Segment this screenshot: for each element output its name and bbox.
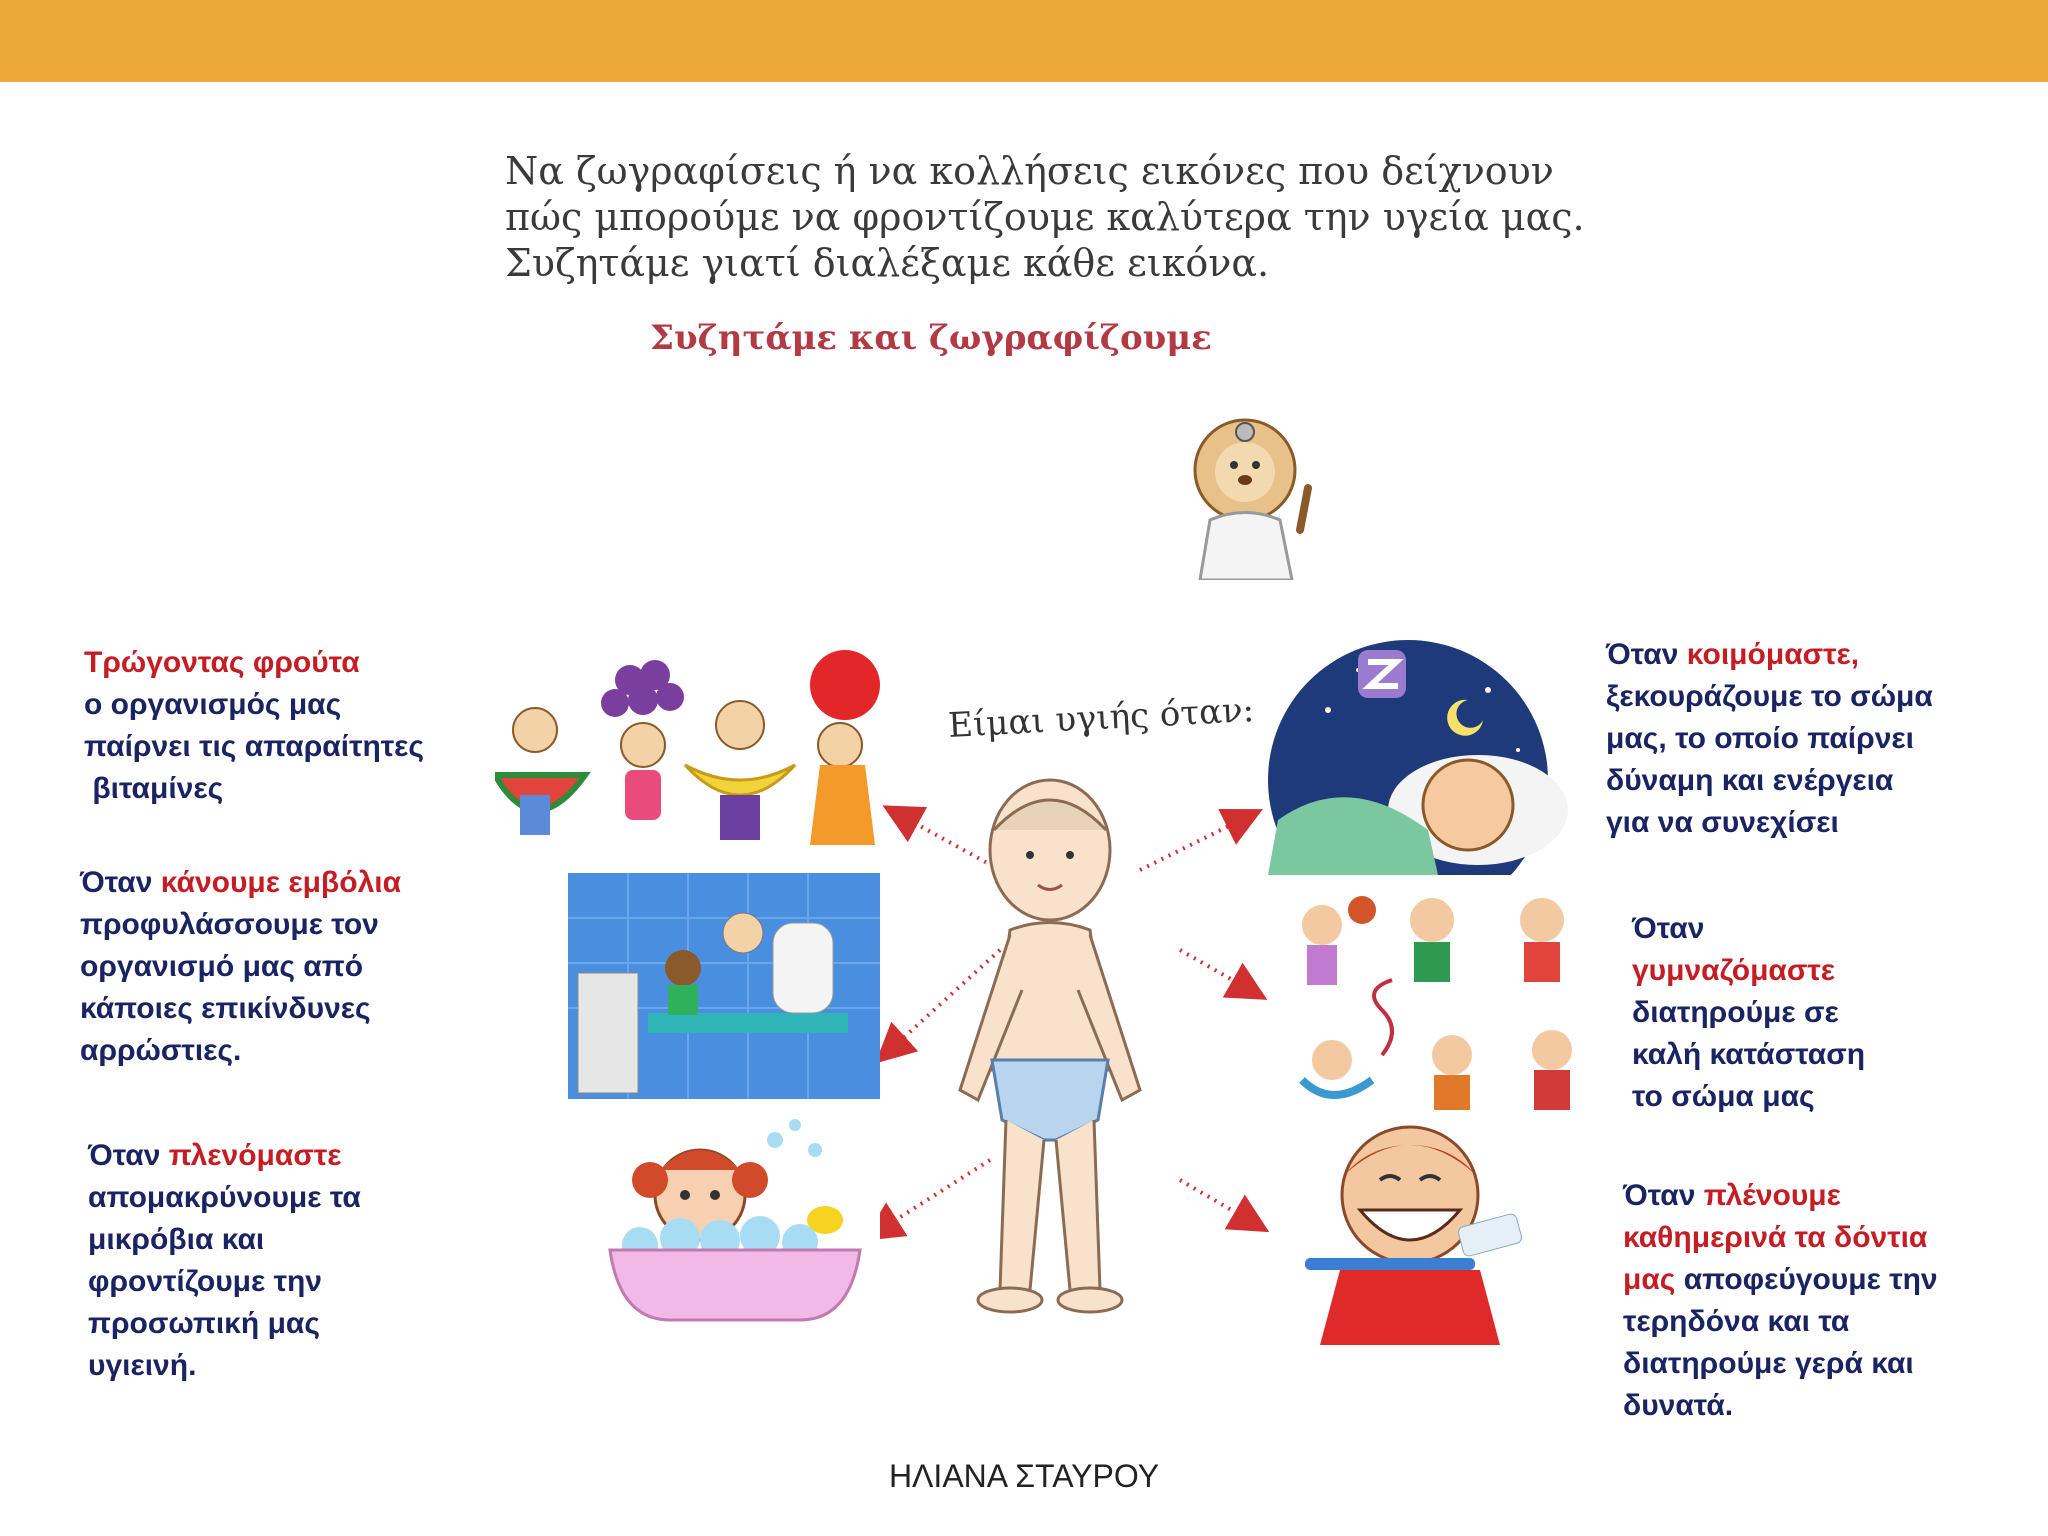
note-bath xyxy=(88,1135,361,1387)
note-line: ο οργανισμός μας xyxy=(84,688,342,721)
top-banner xyxy=(0,0,2048,82)
brushing-teeth-icon xyxy=(1300,1120,1540,1345)
author-credit: ΗΛΙΑΝΑ ΣΤΑΥΡΟΥ xyxy=(888,1458,1160,1494)
child-body-icon xyxy=(930,770,1170,1330)
note-line: απομακρύνουμε τα xyxy=(88,1181,361,1214)
note-prefix: Όταν xyxy=(1623,1179,1704,1212)
note-line: ξεκουράζουμε το σώμα xyxy=(1606,680,1933,713)
instructions xyxy=(505,148,1595,286)
note-prefix: Όταν xyxy=(1606,638,1687,671)
note-line: διατηρούμε γερά και xyxy=(1623,1347,1914,1380)
vaccination-icon xyxy=(568,873,880,1099)
instruction-line: Να ζωγραφίσεις ή να κολλήσεις εικόνες που δείχνουν xyxy=(505,149,1554,193)
note-line: οργανισμό μας από xyxy=(80,950,364,983)
note-line: για να συνεχίσει xyxy=(1606,806,1839,839)
note-line: δύναμη και ενέργεια xyxy=(1606,764,1894,797)
center-heading: Είμαι υγιής όταν: xyxy=(947,690,1256,746)
note-fruits xyxy=(84,642,424,810)
subheading: Συζητάμε και ζωγραφίζουμε xyxy=(650,318,1212,358)
note-highlight: καθημερινά τα δόντια xyxy=(1623,1221,1928,1254)
note-line: παίρνει τις απαραίτητες xyxy=(84,730,425,763)
note-line: προσωπική μας xyxy=(88,1307,320,1340)
note-line: Όταν xyxy=(1632,912,1705,945)
note-line: καλή κατάσταση xyxy=(1632,1038,1866,1071)
note-line: μικρόβια και xyxy=(88,1223,265,1256)
note-line: βιταμίνες xyxy=(84,772,224,805)
note-line: δυνατά. xyxy=(1623,1389,1734,1422)
note-line: αποφεύγουμε την xyxy=(1675,1263,1938,1296)
note-prefix: Όταν xyxy=(80,866,161,899)
note-highlight: κάνουμε εμβόλια xyxy=(160,866,402,899)
note-highlight: πλενόμαστε xyxy=(168,1139,342,1172)
lion-doctor-icon xyxy=(1160,410,1340,580)
note-highlight: Τρώγοντας φρούτα xyxy=(84,646,360,679)
note-line: αρρώστιες. xyxy=(80,1034,242,1067)
note-line: υγιεινή. xyxy=(88,1349,197,1382)
note-line: το σώμα μας xyxy=(1632,1080,1815,1113)
arrow-to-exercise-icon xyxy=(1180,950,1250,990)
bath-icon xyxy=(600,1110,880,1340)
note-highlight: κοιμόμαστε, xyxy=(1686,638,1860,671)
note-line: τερηδόνα και τα xyxy=(1623,1305,1850,1338)
sleeping-child-icon xyxy=(1268,630,1568,875)
note-highlight: μας xyxy=(1623,1263,1676,1296)
sports-kids-icon xyxy=(1272,880,1592,1120)
note-prefix: Όταν xyxy=(88,1139,169,1172)
note-line: κάποιες επικίνδυνες xyxy=(80,992,371,1025)
instruction-line: πώς μπορούμε να φροντίζουμε καλύτερα την υγεία μας. xyxy=(505,195,1585,239)
note-line: φροντίζουμε την xyxy=(88,1265,322,1298)
note-highlight: γυμναζόμαστε xyxy=(1632,954,1836,987)
note-line: διατηρούμε σε xyxy=(1632,996,1839,1029)
note-highlight: πλένουμε xyxy=(1703,1179,1841,1212)
instruction-line: Συζητάμε γιατί διαλέξαμε κάθε εικόνα. xyxy=(505,241,1270,285)
fruit-kids-icon xyxy=(495,645,885,865)
note-line: προφυλάσσουμε τον xyxy=(80,908,379,941)
note-exercise xyxy=(1632,908,1865,1118)
note-line: μας, το οποίο παίρνει xyxy=(1606,722,1914,755)
note-vaccines xyxy=(80,862,401,1072)
note-teeth xyxy=(1623,1175,1938,1427)
arrow-to-teeth-icon xyxy=(1180,1180,1252,1222)
note-sleep xyxy=(1606,634,1933,844)
